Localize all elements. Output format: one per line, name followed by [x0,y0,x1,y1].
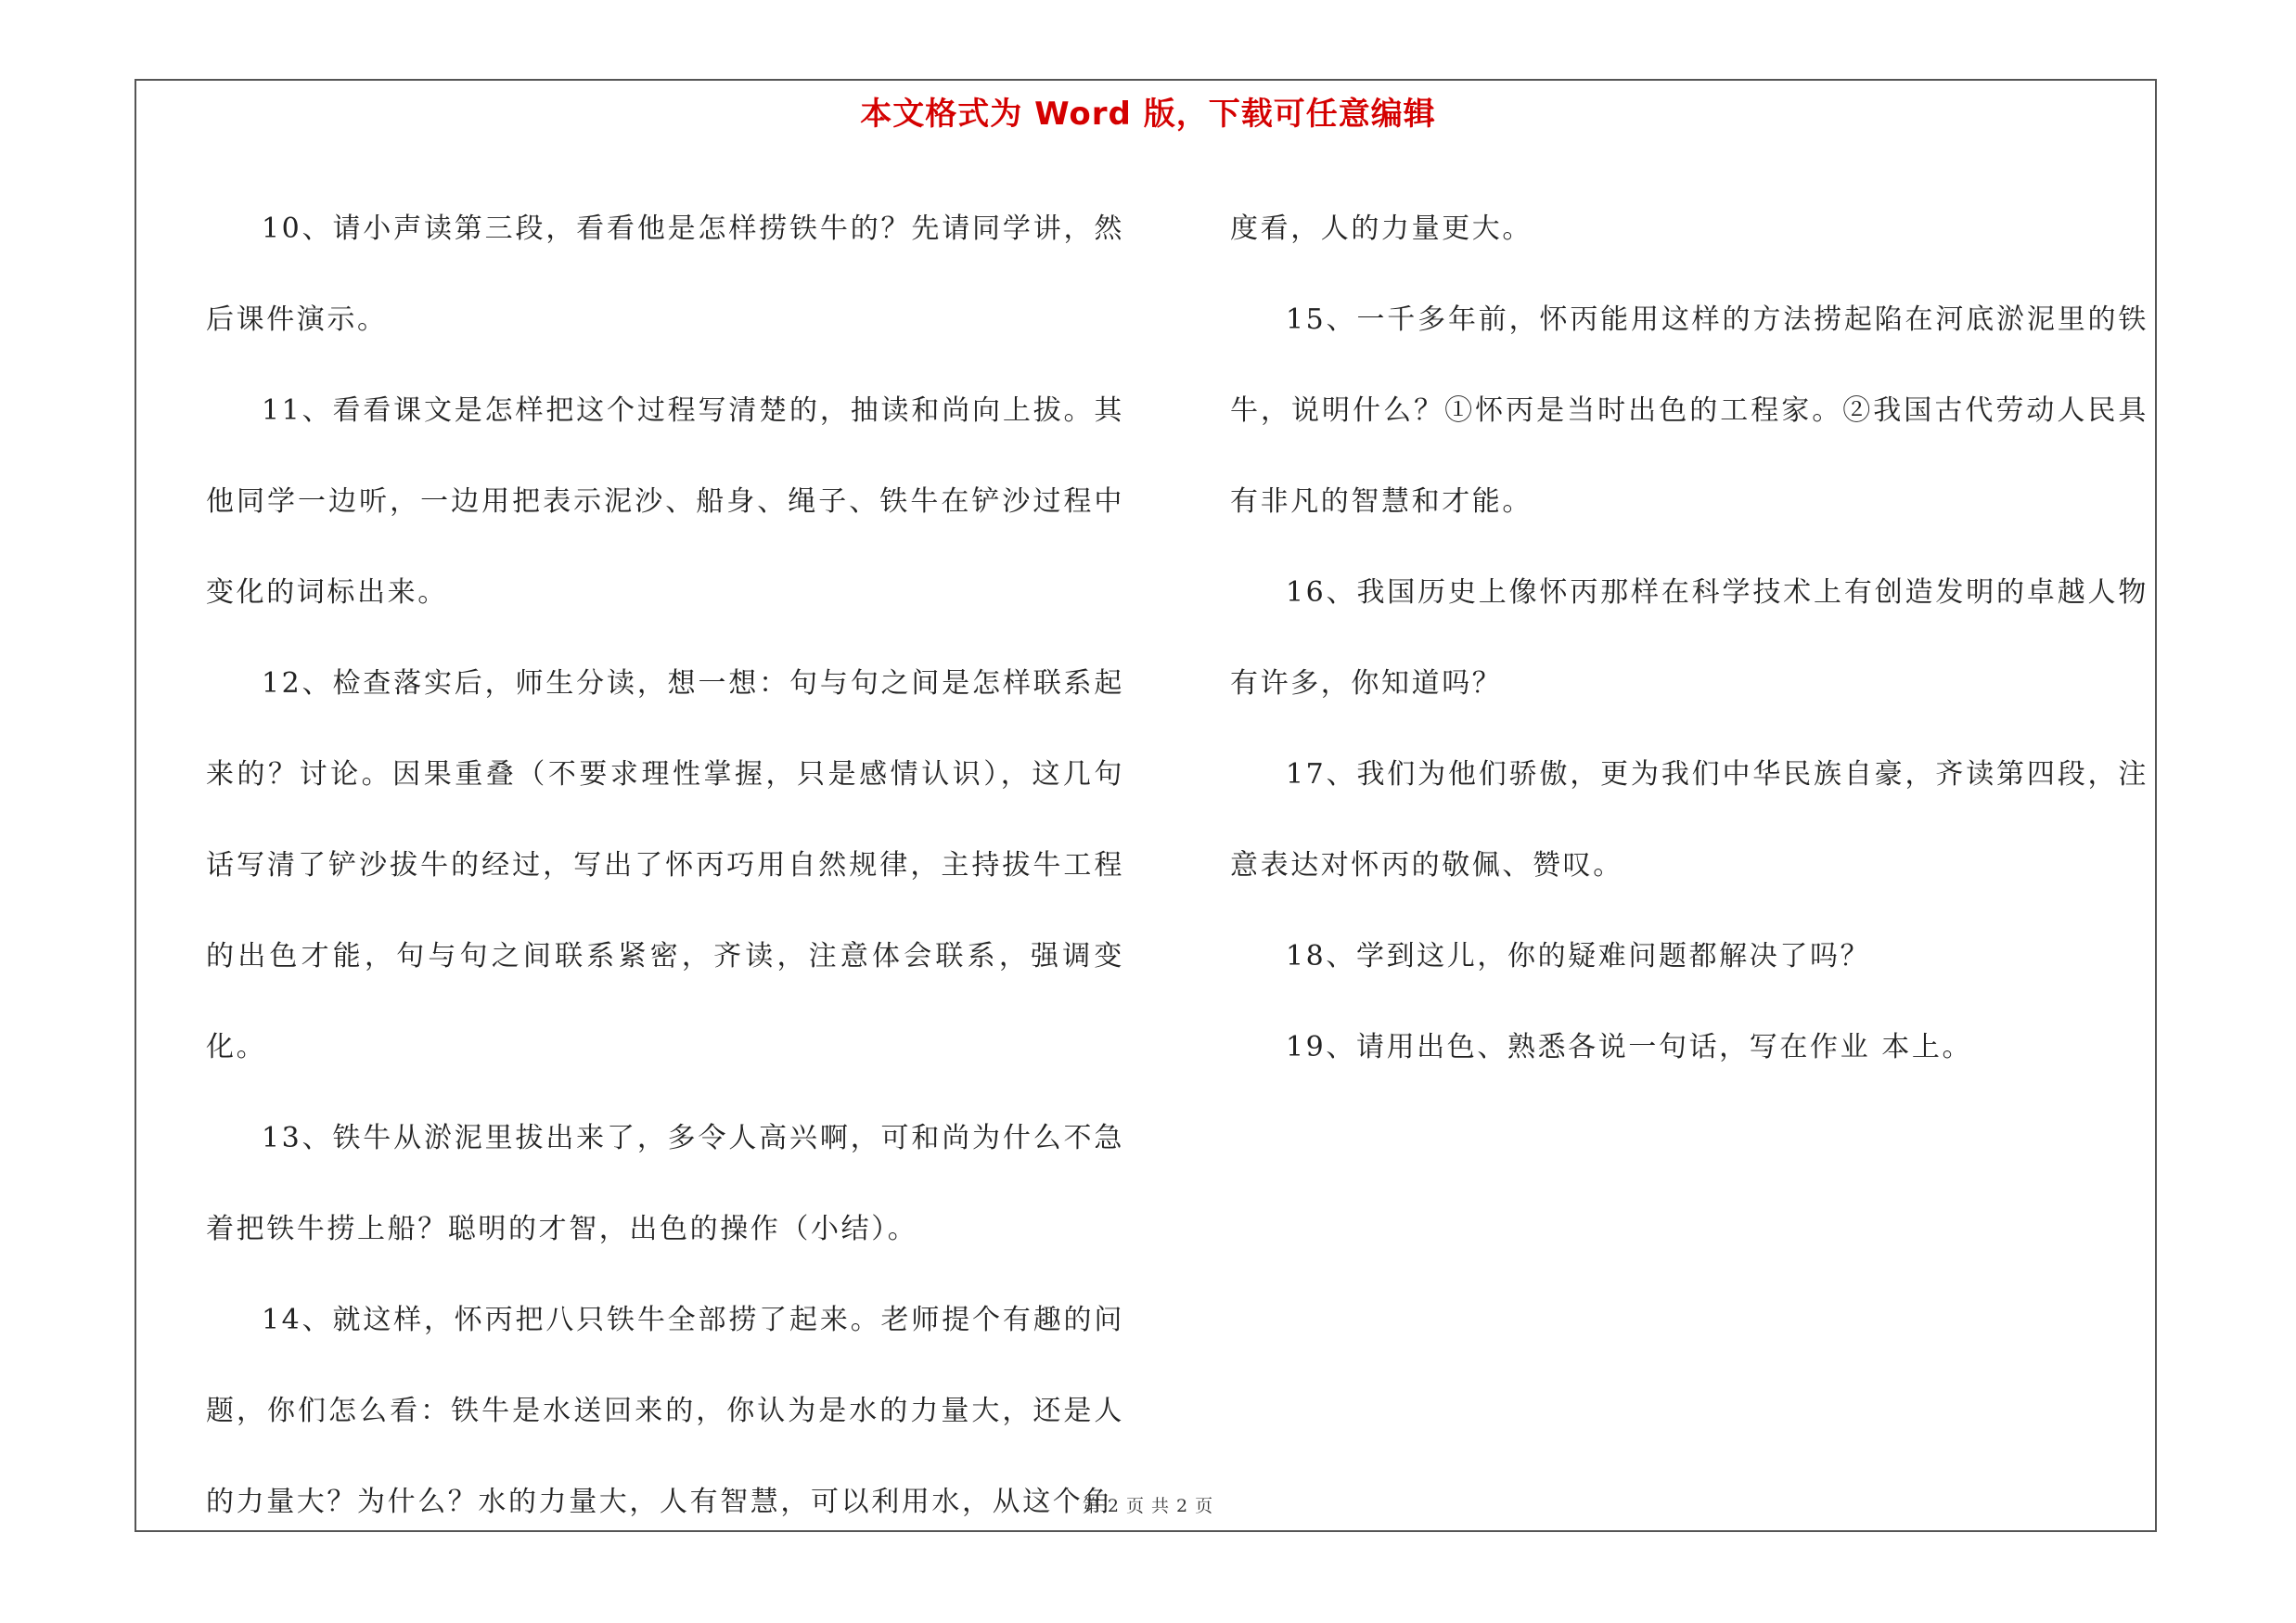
paragraph-12: 12、检查落实后，师生分读，想一想：句与句之间是怎样联系起来的？讨论。因果重叠（不要求理性掌握，只是感情认识），这几句话写清了铲沙拔牛的经过，写出了怀丙巧用自然规律，主持拔牛工程的出色才能，句与句之间联系紧密，齐读，注意体会联系，强调变化。 [206,667,1124,1063]
paragraph-18: 18、学到这儿，你的疑难问题都解决了吗？ [1286,940,1871,973]
paragraph-16: 16、我国历史上像怀丙那样在科学技术上有创造发明的卓越人物有许多，你知道吗？ [1230,576,2148,700]
paragraph-14-continuation: 度看，人的力量更大。 [1230,213,1533,245]
paragraph-19: 19、请用出色、熟悉各说一句话，写在作业 本上。 [1286,1031,1973,1063]
right-column [1230,184,2148,1093]
left-column [206,184,1124,1548]
paragraph-11: 11、看看课文是怎样把这个过程写清楚的，抽读和尚向上拔。其他同学一边听，一边用把表示泥沙、船身、绳子、铁牛在铲沙过程中变化的词标出来。 [206,394,1124,609]
paragraph-14: 14、就这样，怀丙把八只铁牛全部捞了起来。老师提个有趣的问题，你们怎么看：铁牛是水送回来的，你认为是水的力量大，还是人的力量大？为什么？水的力量大，人有智慧，可以利用水，从这个角 [206,1304,1124,1518]
paragraph-15: 15、一千多年前，怀丙能用这样的方法捞起陷在河底淤泥里的铁牛，说明什么？①怀丙是当时出色的工程家。②我国古代劳动人民具有非凡的智慧和才能。 [1230,303,2148,518]
paragraph-13: 13、铁牛从淤泥里拔出来了，多令人高兴啊，可和尚为什么不急着把铁牛捞上船？聪明的才智，出色的操作（小结）。 [206,1122,1124,1245]
page-number-footer: 第 2 页 共 2 页 [1082,1496,1214,1516]
format-banner: 本文格式为 Word 版，下载可任意编辑 [860,96,1436,133]
paragraph-17: 17、我们为他们骄傲，更为我们中华民族自豪，齐读第四段，注意表达对怀丙的敬佩、赞叹。 [1230,758,2148,882]
paragraph-10: 10、请小声读第三段，看看他是怎样捞铁牛的？先请同学讲，然后课件演示。 [206,213,1124,336]
